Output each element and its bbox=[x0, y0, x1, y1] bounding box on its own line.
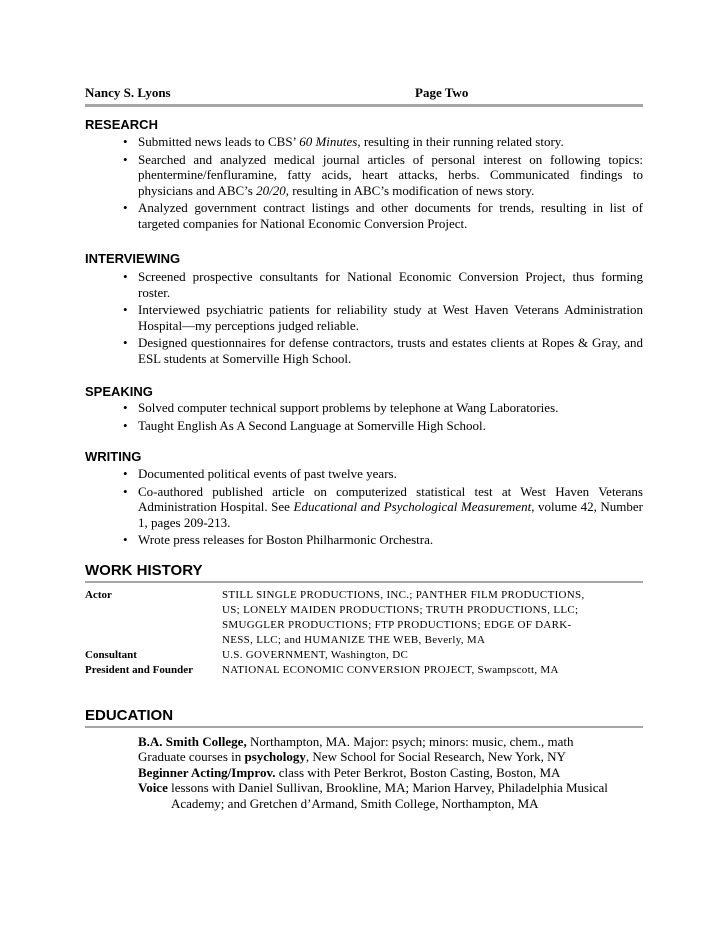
writing-section bbox=[85, 449, 643, 548]
section-title-writing: WRITING bbox=[85, 449, 142, 464]
research-section bbox=[85, 117, 643, 231]
list-item: • Solved computer technical support problems by telephone at Wang Laboratories. bbox=[85, 400, 643, 416]
list-item: • Co-authored published article on computerized statistical test at West Haven Veterans Administration Hospital. See Educational and Psychological Measurement, volume 42, Number 1, pages 209-213. bbox=[85, 484, 643, 531]
work-description: STILL SINGLE PRODUCTIONS, INC.; PANTHER FILM PRODUCTIONS, US; LONELY MAIDEN PRODUCTIONS; TRUTH PRODUCTIONS, LLC; SMUGGLER PRODUCTIONS; FTP PRODUCTIONS; EDGE OF DARK- NESS, LLC; and HUMANIZE THE WEB, Beverly, MA bbox=[222, 588, 585, 646]
page-header bbox=[85, 82, 643, 102]
work-row-actor bbox=[85, 588, 643, 648]
section-title-interviewing: INTERVIEWING bbox=[85, 251, 181, 266]
education-item: Beginner Acting/Improv. class with Peter Berkrot, Boston Casting, Boston, MA bbox=[138, 764, 561, 780]
work-role: President and Founder bbox=[85, 663, 193, 676]
list-item: • Searched and analyzed medical journal articles of personal interest on following topics: phentermine/fenfluramine, fatty acids, heart attacks, herbs. Communicated findings to physicians and ABC’s 20/20, resulting in ABC’s modification of news story. bbox=[85, 152, 643, 199]
work-row-consultant bbox=[85, 648, 643, 663]
education-section bbox=[85, 707, 643, 812]
section-title-work-history: WORK HISTORY bbox=[85, 561, 203, 579]
list-item: • Interviewed psychiatric patients for reliability study at West Haven Veterans Administration Hospital—my perceptions judged reliable. bbox=[85, 302, 643, 333]
resume-page bbox=[85, 82, 643, 811]
education-item: Graduate courses in psychology, New School for Social Research, New York, NY bbox=[138, 749, 566, 764]
education-item-continued: Academy; and Gretchen d’Armand, Smith College, Northampton, MA bbox=[171, 795, 539, 811]
header-name: Nancy S. Lyons bbox=[85, 85, 171, 100]
work-description: NATIONAL ECONOMIC CONVERSION PROJECT, Swampscott, MA bbox=[222, 663, 559, 676]
header-divider bbox=[85, 104, 643, 107]
section-divider bbox=[85, 726, 643, 728]
header-page-number: Page Two bbox=[415, 85, 469, 100]
education-list bbox=[85, 734, 643, 812]
section-divider bbox=[85, 581, 643, 583]
section-title-education: EDUCATION bbox=[85, 706, 174, 724]
speaking-section bbox=[85, 384, 643, 433]
list-item: • Wrote press releases for Boston Philharmonic Orchestra. bbox=[85, 532, 643, 548]
list-item: • Submitted news leads to CBS’ 60 Minutes, resulting in their running related story. bbox=[85, 134, 643, 150]
work-description: U.S. GOVERNMENT, Washington, DC bbox=[222, 648, 409, 661]
work-role: Consultant bbox=[85, 648, 137, 661]
work-row-president bbox=[85, 663, 643, 678]
work-history-section bbox=[85, 562, 643, 678]
work-role: Actor bbox=[85, 588, 112, 601]
list-item: • Designed questionnaires for defense contractors, trusts and estates clients at Ropes & Gray, and ESL students at Somerville High School. bbox=[85, 335, 643, 366]
section-title-speaking: SPEAKING bbox=[85, 384, 153, 399]
section-title-research: RESEARCH bbox=[85, 117, 158, 132]
list-item: • Taught English As A Second Language at Somerville High School. bbox=[85, 418, 643, 434]
education-item: Voice lessons with Daniel Sullivan, Brookline, MA; Marion Harvey, Philadelphia Musical bbox=[138, 780, 608, 795]
interviewing-section bbox=[85, 251, 643, 366]
list-item: • Screened prospective consultants for National Economic Conversion Project, thus forming roster. bbox=[85, 269, 643, 300]
education-item: B.A. Smith College, Northampton, MA. Major: psych; minors: music, chem., math bbox=[138, 733, 574, 749]
list-item: • Analyzed government contract listings and other documents for trends, resulting in list of targeted companies for National Economic Conversion Project. bbox=[85, 200, 643, 231]
list-item: • Documented political events of past twelve years. bbox=[85, 466, 643, 482]
